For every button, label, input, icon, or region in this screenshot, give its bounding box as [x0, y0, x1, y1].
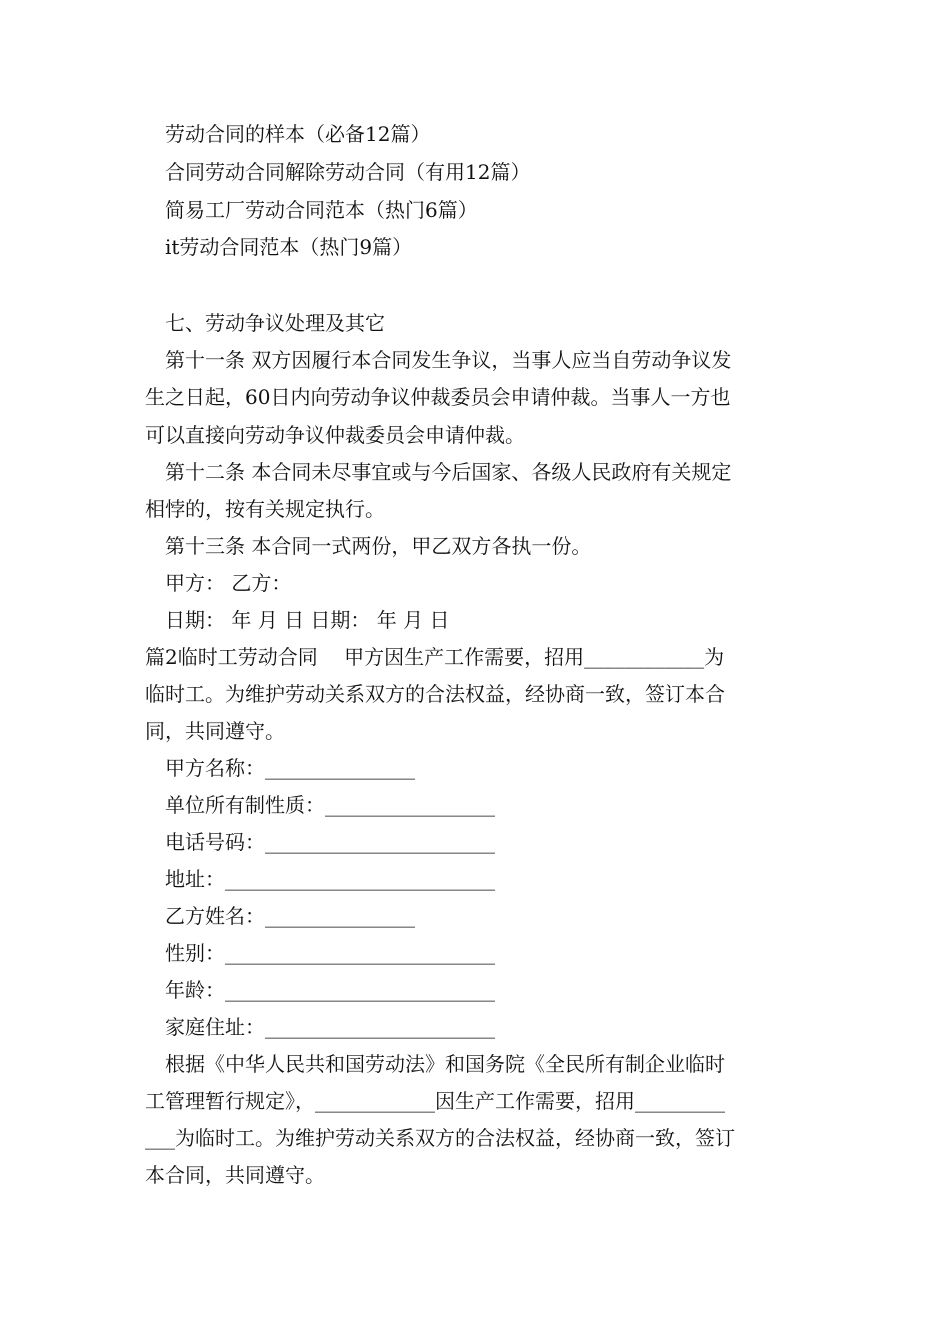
article-13-line: 第十三条 本合同一式两份，甲乙双方各执一份。: [165, 534, 592, 558]
article-12-line: 相悖的，按有关规定执行。: [145, 497, 385, 521]
preamble-line: 本合同，共同遵守。: [145, 1163, 325, 1187]
age-field: 年龄：___________________________: [165, 978, 495, 1002]
ownership-type-field: 单位所有制性质：_________________: [165, 793, 495, 817]
related-link[interactable]: 合同劳动合同解除劳动合同（有用12篇）: [165, 160, 531, 184]
section-title: 七、劳动争议处理及其它: [165, 311, 385, 335]
contract-2-intro: 篇2临时工劳动合同 甲方因生产工作需要，招用____________为: [145, 645, 725, 669]
signature-dates: 日期： 年 月 日 日期： 年 月 日: [165, 608, 450, 632]
article-11-line: 第十一条 双方因履行本合同发生争议，当事人应当自劳动争议发: [165, 348, 732, 372]
related-link[interactable]: 劳动合同的样本（必备12篇）: [165, 122, 431, 146]
article-11-line: 生之日起，60日内向劳动争议仲裁委员会申请仲裁。当事人一方也: [145, 385, 731, 409]
gender-field: 性别：___________________________: [165, 941, 495, 965]
party-a-name-field: 甲方名称：_______________: [165, 756, 415, 780]
signature-parties: 甲方： 乙方：: [165, 571, 292, 595]
preamble-line: 工管理暂行规定》，____________因生产工作需要，招用_________: [145, 1089, 725, 1113]
preamble-line: ___为临时工。为维护劳动关系双方的合法权益，经协商一致，签订: [145, 1126, 735, 1150]
related-link[interactable]: 简易工厂劳动合同范本（热门6篇）: [165, 198, 478, 222]
contract-2-intro: 同，共同遵守。: [145, 719, 285, 743]
article-12-line: 第十二条 本合同未尽事宜或与今后国家、各级人民政府有关规定: [165, 460, 732, 484]
article-11-line: 可以直接向劳动争议仲裁委员会申请仲裁。: [145, 423, 525, 447]
home-address-field: 家庭住址：_______________________: [165, 1015, 495, 1039]
related-link[interactable]: it劳动合同范本（热门9篇）: [165, 235, 413, 259]
party-b-name-field: 乙方姓名：_______________: [165, 904, 415, 928]
contract-2-intro: 临时工。为维护劳动关系双方的合法权益，经协商一致，签订本合: [145, 682, 725, 706]
phone-field: 电话号码：_______________________: [165, 830, 495, 854]
preamble-line: 根据《中华人民共和国劳动法》和国务院《全民所有制企业临时: [165, 1052, 725, 1076]
address-field: 地址：___________________________: [165, 867, 495, 891]
